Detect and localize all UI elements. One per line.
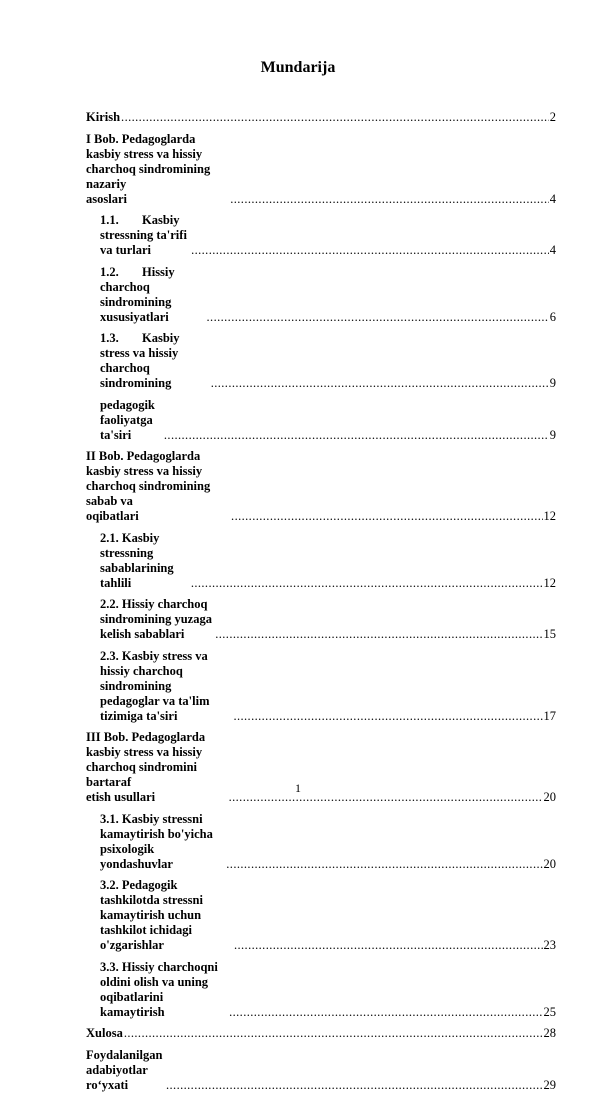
leader-dots	[124, 1026, 543, 1041]
table-of-contents	[86, 110, 556, 1099]
leader-dots	[226, 857, 542, 872]
toc-entry-title-line1: 2.3. Kasbiy stress va hissiy charchoq sindromining pedagoglar va ta'lim	[100, 648, 210, 708]
toc-entry-references[interactable]	[86, 1048, 556, 1093]
toc-entry-xulosa[interactable]	[86, 1026, 556, 1041]
toc-entry-1-3[interactable]	[86, 331, 556, 391]
leader-dots	[191, 576, 543, 591]
leader-dots	[121, 110, 549, 125]
leader-dots	[164, 428, 549, 443]
leader-dots	[231, 509, 542, 524]
toc-entry-3-2[interactable]	[86, 878, 556, 953]
toc-entry-page: 23	[543, 938, 556, 952]
toc-entry-2-3[interactable]	[86, 649, 556, 724]
toc-entry-title: oqibatlari	[86, 509, 139, 523]
leader-dots	[211, 376, 549, 391]
toc-entry-title: Kasbiy stressning ta'rifi va turlari	[100, 213, 187, 257]
toc-entry-kirish[interactable]	[86, 110, 556, 125]
toc-entry-chapter-2[interactable]	[86, 449, 556, 524]
toc-entry-1-1[interactable]	[86, 213, 556, 258]
page-number: 1	[295, 781, 301, 795]
toc-entry-title: Xulosa	[86, 1026, 123, 1040]
toc-entry-2-2[interactable]	[86, 597, 556, 642]
toc-entry-number: 1.1.	[100, 213, 119, 227]
toc-entry-page: 9	[549, 376, 556, 390]
leader-dots	[229, 1005, 542, 1020]
toc-entry-page: 29	[543, 1077, 556, 1092]
toc-entry-title: o'zgarishlar	[100, 938, 164, 952]
toc-entry-title: etish usullari	[86, 790, 156, 804]
toc-entry-number: 1.2.	[100, 264, 119, 279]
toc-entry-title: Kirish	[86, 110, 121, 124]
page-title: Mundarija	[260, 59, 336, 76]
toc-entry-page: 9	[549, 427, 556, 442]
toc-entry-page: 28	[543, 1026, 556, 1040]
leader-dots	[207, 310, 549, 325]
toc-entry-title-line1: I Bob. Pedagoglarda kasbiy stress va hissiy charchoq sindromining nazariy	[86, 131, 211, 191]
toc-entry-title: Foydalanilgan adabiyotlar ro‘yxati	[86, 1047, 163, 1092]
leader-dots	[191, 243, 549, 258]
leader-dots	[234, 938, 543, 953]
toc-entry-page: 20	[543, 856, 556, 871]
toc-entry-page: 12	[543, 575, 556, 590]
toc-entry-title-line1: II Bob. Pedagoglarda kasbiy stress va hissiy charchoq sindromining sabab va	[86, 449, 211, 508]
toc-entry-title: 3.1. Kasbiy stressni kamaytirish bo'yicha psixologik yondashuvlar	[100, 811, 213, 871]
toc-entry-page: 4	[549, 191, 556, 206]
toc-entry-title-line1: 3.2. Pedagogik tashkilotda stressni kamaytirish uchun tashkilot ichidagi	[100, 878, 203, 937]
toc-entry-title: pedagogik faoliyatga ta'siri	[100, 397, 155, 442]
toc-entry-title: 2.2. Hissiy charchoq sindromining yuzaga kelish sabablari	[100, 597, 212, 641]
toc-entry-page: 20	[543, 790, 556, 804]
toc-entry-title: 3.3. Hissiy charchoqni oldini olish va uning oqibatlarini kamaytirish	[100, 959, 218, 1019]
toc-entry-chapter-1[interactable]	[86, 132, 556, 207]
toc-entry-page: 17	[543, 708, 556, 723]
leader-dots	[230, 192, 549, 207]
toc-entry-number: 1.3.	[100, 331, 119, 345]
toc-entry-title: Kasbiy stress va hissiy charchoq sindromining	[100, 331, 180, 390]
toc-entry-title-line1: III Bob. Pedagoglarda kasbiy stress va hissiy charchoq sindromini bartaraf	[86, 730, 206, 789]
toc-entry-page: 6	[549, 309, 556, 324]
leader-dots	[166, 1078, 543, 1093]
toc-entry-3-3[interactable]	[86, 960, 556, 1020]
toc-entry-page: 15	[543, 627, 556, 641]
toc-entry-title: 2.1. Kasbiy stressning sabablarining tahlili	[100, 530, 174, 590]
toc-entry-page: 12	[543, 509, 556, 523]
toc-entry-page: 2	[549, 110, 556, 124]
toc-entry-1-2[interactable]	[86, 265, 556, 325]
leader-dots	[215, 627, 542, 642]
toc-entry-2-1[interactable]	[86, 531, 556, 591]
toc-entry-title: tizimiga ta'siri	[100, 708, 178, 723]
toc-entry-page: 25	[543, 1004, 556, 1019]
leader-dots	[233, 709, 542, 724]
toc-entry-title: Hissiy charchoq sindromining xususiyatlari	[100, 264, 175, 324]
toc-entry-title: asoslari	[86, 191, 127, 206]
toc-entry-page: 4	[549, 243, 556, 257]
toc-entry-1-3-continued[interactable]	[86, 398, 556, 443]
